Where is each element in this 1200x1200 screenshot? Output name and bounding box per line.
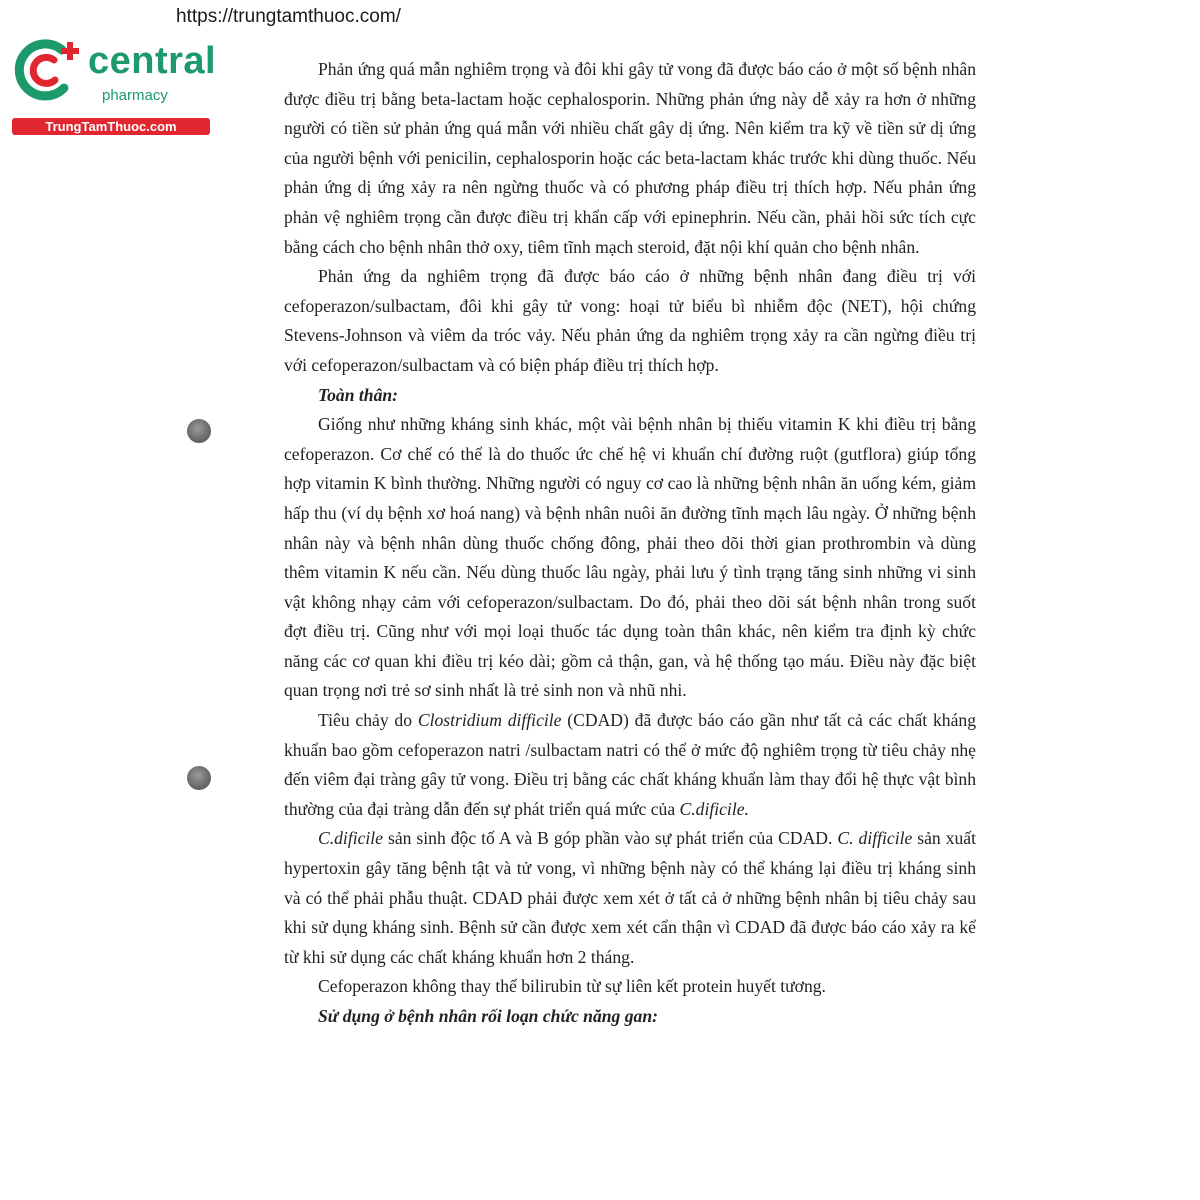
logo-subtitle: pharmacy [102, 87, 168, 104]
text-run: (CDAD) đã được báo cáo gần như tất cả các chất kháng khuẩn bao gồm cefoperazon natri /sulbactam natri có thể ở mức độ nghiêm trọng từ tiêu chảy nhẹ đến viêm đại tràng gây tử vong. Điều trị bằng các chất kháng khuẩn làm thay đổi hệ thực vật bình thường của đại tràng dẫn đến sự phát triển quá mức của [284, 710, 976, 819]
central-pharmacy-logo [10, 36, 215, 136]
punch-hole [187, 419, 211, 443]
paragraph-c-difficile [284, 824, 976, 972]
text-run: Tiêu chảy do [318, 710, 418, 731]
organism-name: C. difficile [837, 828, 913, 849]
paragraph-hypersensitivity: Phản ứng quá mẫn nghiêm trọng và đôi khi gây tử vong đã được báo cáo ở một số bệnh nhân được điều trị bằng beta-lactam hoặc cephalosporin. Những phản ứng này dễ xảy ra hơn ở những người có tiền sử phản ứng quá mẫn với nhiều chất gây dị ứng. Nên kiểm tra kỹ về tiền sử dị ứng của người bệnh với penicilin, cephalosporin hoặc các beta-lactam khác trước khi dùng thuốc. Nếu phản ứng dị ứng xảy ra nên ngừng thuốc và có phương pháp điều trị thích hợp. Nếu phản ứng phản vệ nghiêm trọng cần được điều trị khẩn cấp với epinephrin. Nếu cần, phải hồi sức tích cực bằng cách cho bệnh nhân thở oxy, tiêm tĩnh mạch steroid, đặt nội khí quản cho bệnh nhân. [284, 59, 976, 257]
paragraph-skin-reactions: Phản ứng da nghiêm trọng đã được báo cáo ở những bệnh nhân đang điều trị với cefoperazon/sulbactam, đôi khi gây tử vong: hoại tử biểu bì nhiễm độc (NET), hội chứng Stevens-Johnson và viêm da tróc vảy. Nếu phản ứng da nghiêm trọng xảy ra cần ngừng điều trị với cefoperazon/sulbactam và có biện pháp điều trị thích hợp. [284, 266, 976, 375]
heading-systemic: Toàn thân: [318, 384, 399, 405]
organism-name: Clostridium difficile [417, 710, 562, 731]
text-run: sản sinh độc tố A và B góp phần vào sự phát triển của CDAD. [383, 828, 838, 849]
organism-name: C.dificile [318, 828, 383, 849]
document-body [284, 55, 976, 1032]
punch-hole [187, 766, 211, 790]
paragraph-cdad [284, 706, 976, 824]
logo-badge: TrungTamThuoc.com [12, 118, 210, 135]
logo-name: central [88, 40, 217, 82]
organism-name: C.dificile. [679, 798, 749, 819]
heading-liver: Sử dụng ở bệnh nhân rối loạn chức năng gan: [318, 1006, 658, 1026]
source-url: https://trungtamthuoc.com/ [176, 6, 401, 27]
text-run: sản xuất hypertoxin gây tăng bệnh tật và tử vong, vì những bệnh này có thể kháng lại điều trị kháng sinh và có thể phải phẫu thuật. CDAD phải được xem xét ở tất cả ở những bệnh nhân bị tiêu chảy sau khi sử dụng kháng sinh. Bệnh sử cần được xem xét cẩn thận vì CDAD đã được báo cáo xảy ra kể từ khi sử dụng các chất kháng khuẩn hơn 2 tháng. [284, 828, 977, 967]
paragraph-vitamin-k: Giống như những kháng sinh khác, một vài bệnh nhân bị thiếu vitamin K khi điều trị bằng cefoperazon. Cơ chế có thể là do thuốc ức chế hệ vi khuẩn chí đường ruột (gutflora) giúp tổng hợp vitamin K bình thường. Những người có nguy cơ cao là những bệnh nhân ăn uống kém, giảm hấp thu (ví dụ bệnh xơ hoá nang) và bệnh nhân nuôi ăn đường tĩnh mạch lâu ngày. Ở những bệnh nhân này và bệnh nhân dùng thuốc chống đông, phải theo dõi thời gian prothrombin và dùng thêm vitamin K nếu cần. Nếu dùng thuốc lâu ngày, phải lưu ý tình trạng tăng sinh những vi sinh vật không nhạy cảm với cefoperazon/sulbactam. Do đó, phải theo dõi sát bệnh nhân trong suốt đợt điều trị. Cũng như với mọi loại thuốc tác dụng toàn thân khác, nên kiểm tra định kỳ chức năng các cơ quan khi điều trị kéo dài; gồm cả thận, gan, và hệ thống tạo máu. Điều này đặc biệt quan trọng nơi trẻ sơ sinh nhất là trẻ sinh non và nhũ nhi. [284, 414, 976, 701]
logo-mark-icon [10, 36, 90, 106]
paragraph-bilirubin: Cefoperazon không thay thế bilirubin từ sự liên kết protein huyết tương. [318, 976, 826, 997]
